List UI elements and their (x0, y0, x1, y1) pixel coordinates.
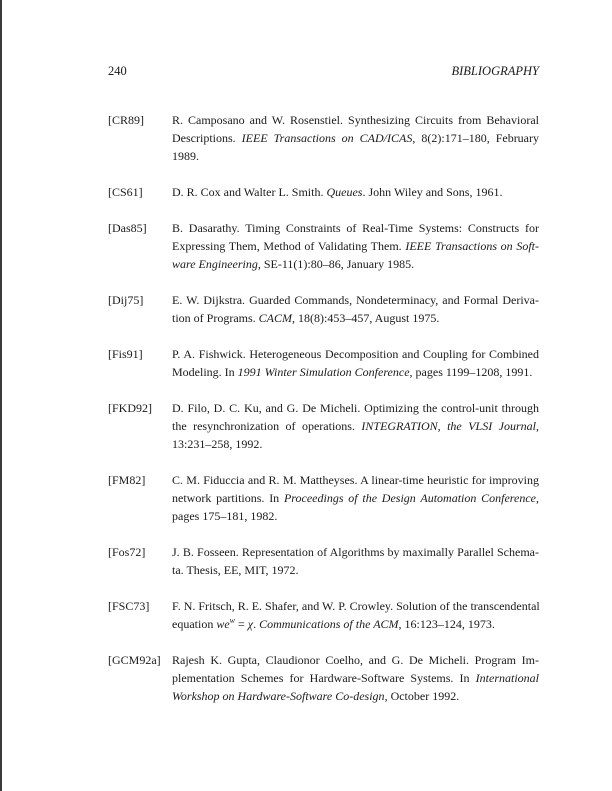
text-line (172, 363, 539, 381)
entry-text (172, 291, 539, 327)
text-line (172, 309, 539, 327)
text-segment: R. Camposano and W. Rosenstiel. Synthesizing Circuits from Behavioral (172, 113, 539, 127)
text-segment: P. A. Fishwick. Heterogeneous Decomposition and Coupling for Combined (172, 347, 539, 361)
text-line (172, 507, 539, 525)
text-segment: , 8(2):171–180, February (412, 131, 540, 145)
entry-text (172, 651, 539, 705)
entry-text (172, 111, 539, 165)
text-segment: equation (172, 617, 217, 631)
running-header (108, 64, 539, 82)
text-line (172, 417, 539, 435)
text-segment: tion of Programs. (172, 311, 259, 325)
italic-text: Workshop on Hardware-Software Co-design (172, 689, 385, 703)
text-segment: C. M. Fiduccia and R. M. Mattheyses. A linear-time heuristic for improving (172, 473, 539, 487)
text-line (172, 435, 539, 453)
citation-key: [Das85] (108, 221, 147, 235)
bib-entry (108, 183, 539, 201)
citation-key: [CS61] (108, 185, 143, 199)
text-segment: 1989. (172, 149, 199, 163)
text-segment: network partitions. In (172, 491, 284, 505)
text-segment: the resynchronization of operations. (172, 419, 362, 433)
text-segment: Modeling. In (172, 365, 238, 379)
citation-key: [GCM92a] (108, 653, 161, 667)
text-segment: . (253, 617, 260, 631)
text-segment: , 18(8):453–457, August 1975. (292, 311, 440, 325)
text-segment: E. W. Dijkstra. Guarded Commands, Nondeterminacy, and Formal Deriva- (172, 293, 539, 307)
text-segment: , October 1992. (384, 689, 460, 703)
italic-text: χ (247, 617, 254, 631)
italic-text: 1991 Winter Simulation Conference (237, 365, 410, 379)
bib-entry (108, 651, 539, 705)
text-segment: B. Dasarathy. Timing Constraints of Real-Time Systems: Constructs for (172, 221, 539, 235)
italic-text: IEEE Transactions on CAD/ICAS (241, 131, 413, 145)
text-segment: Descriptions. (172, 131, 242, 145)
text-line (172, 111, 539, 129)
text-line (172, 489, 539, 507)
bib-entry (108, 345, 539, 381)
italic-text: Proceedings of the Design Automation Conference (283, 491, 536, 505)
text-segment: ta. Thesis, EE, MIT, 1972. (172, 563, 299, 577)
bib-entry (108, 471, 539, 525)
text-segment: plementation Schemes for Hardware-Software Systems. In (172, 671, 476, 685)
italic-text: IEEE Transactions on Soft- (405, 239, 539, 253)
entry-text (172, 597, 539, 633)
text-segment: D. Filo, D. C. Ku, and G. De Micheli. Optimizing the control-unit through (172, 401, 539, 415)
text-segment: F. N. Fritsch, R. E. Shafer, and W. P. Crowley. Solution of the transcendental (172, 599, 540, 613)
citation-key: [Fos72] (108, 545, 146, 559)
italic-text: International (475, 671, 539, 685)
citation-key: [FKD92] (108, 401, 152, 415)
bib-entry (108, 219, 539, 273)
bib-entry (108, 291, 539, 327)
italic-text: CACM (258, 311, 293, 325)
text-segment: D. R. Cox and Walter L. Smith. (172, 185, 327, 199)
text-line (172, 471, 539, 489)
entry-text (172, 183, 539, 201)
bib-entry (108, 543, 539, 579)
text-segment: Rajesh K. Gupta, Claudionor Coelho, and G. De Micheli. Program Im- (172, 653, 539, 667)
italic-text: ware Engineering (172, 257, 258, 271)
text-line (172, 651, 539, 669)
entry-text (172, 543, 539, 579)
text-line (172, 219, 539, 237)
text-segment: , SE-11(1):80–86, January 1985. (257, 257, 415, 271)
bib-entry (108, 399, 539, 453)
text-line (172, 147, 539, 165)
text-line (172, 291, 539, 309)
citation-key: [Dij75] (108, 293, 144, 307)
text-segment: , pages 1199–1208, 1991. (409, 365, 533, 379)
text-line (172, 687, 539, 705)
citation-key: [CR89] (108, 113, 144, 127)
superscript: w (229, 616, 236, 625)
citation-key: [FM82] (108, 473, 146, 487)
text-segment: . John Wiley and Sons, 1961. (362, 185, 503, 199)
text-line (172, 561, 539, 579)
text-segment: = (235, 617, 248, 631)
text-line (172, 615, 539, 633)
text-line (172, 237, 539, 255)
bibliography-list (108, 111, 539, 723)
entry-text (172, 399, 539, 453)
entry-text (172, 471, 539, 525)
page-number: 240 (108, 64, 127, 78)
entry-text (172, 219, 539, 273)
bib-entry (108, 597, 539, 633)
text-segment: pages 175–181, 1982. (172, 509, 278, 523)
text-line (172, 255, 539, 273)
entry-text (172, 345, 539, 381)
citation-key: [FSC73] (108, 599, 150, 613)
italic-text: we (216, 617, 230, 631)
text-segment: Expressing Them, Method of Validating Them. (172, 239, 406, 253)
text-segment: , (536, 419, 539, 433)
bib-entry (108, 111, 539, 165)
running-title: BIBLIOGRAPHY (451, 64, 539, 78)
text-segment: , 16:123–124, 1973. (398, 617, 495, 631)
text-line (172, 597, 539, 615)
italic-text: Communications of the ACM (259, 617, 399, 631)
text-segment: J. B. Fosseen. Representation of Algorithms by maximally Parallel Schema- (172, 545, 539, 559)
citation-key: [Fis91] (108, 347, 143, 361)
text-line (172, 183, 539, 201)
text-line (172, 345, 539, 363)
text-line (172, 543, 539, 561)
text-line (172, 669, 539, 687)
text-segment: , (536, 491, 539, 505)
text-line (172, 129, 539, 147)
text-line (172, 399, 539, 417)
italic-text: Queues (326, 185, 363, 199)
scan-edge-line (0, 0, 2, 791)
italic-text: INTEGRATION, the VLSI Journal (361, 419, 536, 433)
text-segment: 13:231–258, 1992. (172, 437, 263, 451)
